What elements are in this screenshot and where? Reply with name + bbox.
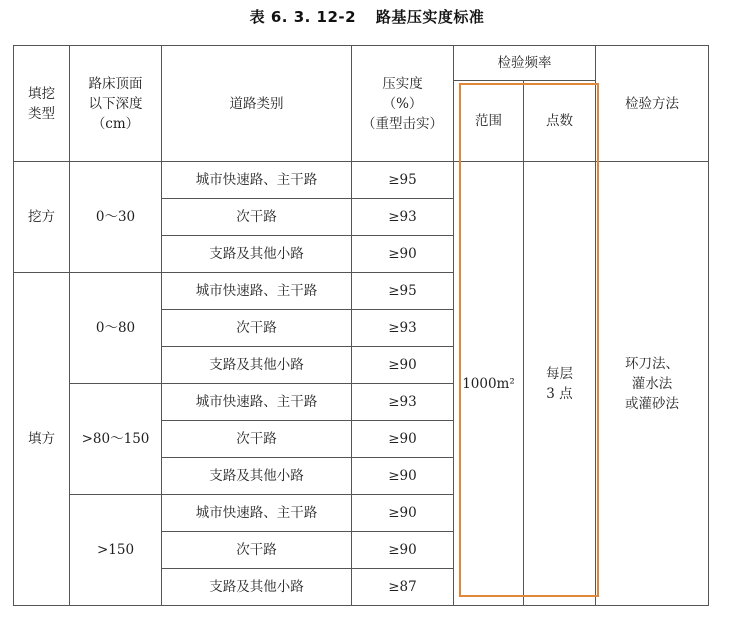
compaction-cell: ≥90 [352, 532, 454, 569]
table-title-text: 路基压实度标准 [375, 8, 485, 26]
points-cell: 每层 3 点 [524, 162, 596, 606]
road-class-cell: 支路及其他小路 [162, 458, 352, 495]
depth-cell: >80～150 [70, 384, 162, 495]
table-row [14, 162, 709, 199]
table-title [0, 6, 734, 27]
compaction-cell: ≥90 [352, 495, 454, 532]
compaction-cell: ≥90 [352, 421, 454, 458]
scope-cell: 1000m² [454, 162, 524, 606]
road-class-cell: 次干路 [162, 310, 352, 347]
road-class-cell: 城市快速路、主干路 [162, 384, 352, 421]
header-depth: 路床顶面 以下深度 （cm） [70, 46, 162, 162]
header-scope: 范围 [454, 81, 524, 162]
road-class-cell: 次干路 [162, 199, 352, 236]
compaction-cell: ≥93 [352, 199, 454, 236]
compaction-cell: ≥93 [352, 384, 454, 421]
header-compaction: 压实度 （%） （重型击实） [352, 46, 454, 162]
road-class-cell: 城市快速路、主干路 [162, 495, 352, 532]
road-class-cell: 次干路 [162, 532, 352, 569]
depth-cell: 0～80 [70, 273, 162, 384]
compaction-cell: ≥90 [352, 458, 454, 495]
compaction-cell: ≥95 [352, 162, 454, 199]
road-class-cell: 城市快速路、主干路 [162, 162, 352, 199]
compaction-cell: ≥90 [352, 347, 454, 384]
header-frequency: 检验频率 [454, 46, 596, 81]
compaction-cell: ≥90 [352, 236, 454, 273]
road-class-cell: 支路及其他小路 [162, 236, 352, 273]
compaction-cell: ≥95 [352, 273, 454, 310]
fill-type-cell: 挖方 [14, 162, 70, 273]
compaction-standard-table [13, 45, 709, 606]
header-method: 检验方法 [596, 46, 709, 162]
compaction-cell: ≥87 [352, 569, 454, 606]
method-cell: 环刀法、 灌水法 或灌砂法 [596, 162, 709, 606]
fill-type-cell: 填方 [14, 273, 70, 606]
table-number: 表 6. 3. 12-2 [249, 8, 357, 26]
depth-cell: 0～30 [70, 162, 162, 273]
road-class-cell: 次干路 [162, 421, 352, 458]
road-class-cell: 支路及其他小路 [162, 569, 352, 606]
road-class-cell: 城市快速路、主干路 [162, 273, 352, 310]
header-points: 点数 [524, 81, 596, 162]
depth-cell: >150 [70, 495, 162, 606]
header-road-class: 道路类别 [162, 46, 352, 162]
compaction-cell: ≥93 [352, 310, 454, 347]
header-fill-type: 填挖 类型 [14, 46, 70, 162]
road-class-cell: 支路及其他小路 [162, 347, 352, 384]
